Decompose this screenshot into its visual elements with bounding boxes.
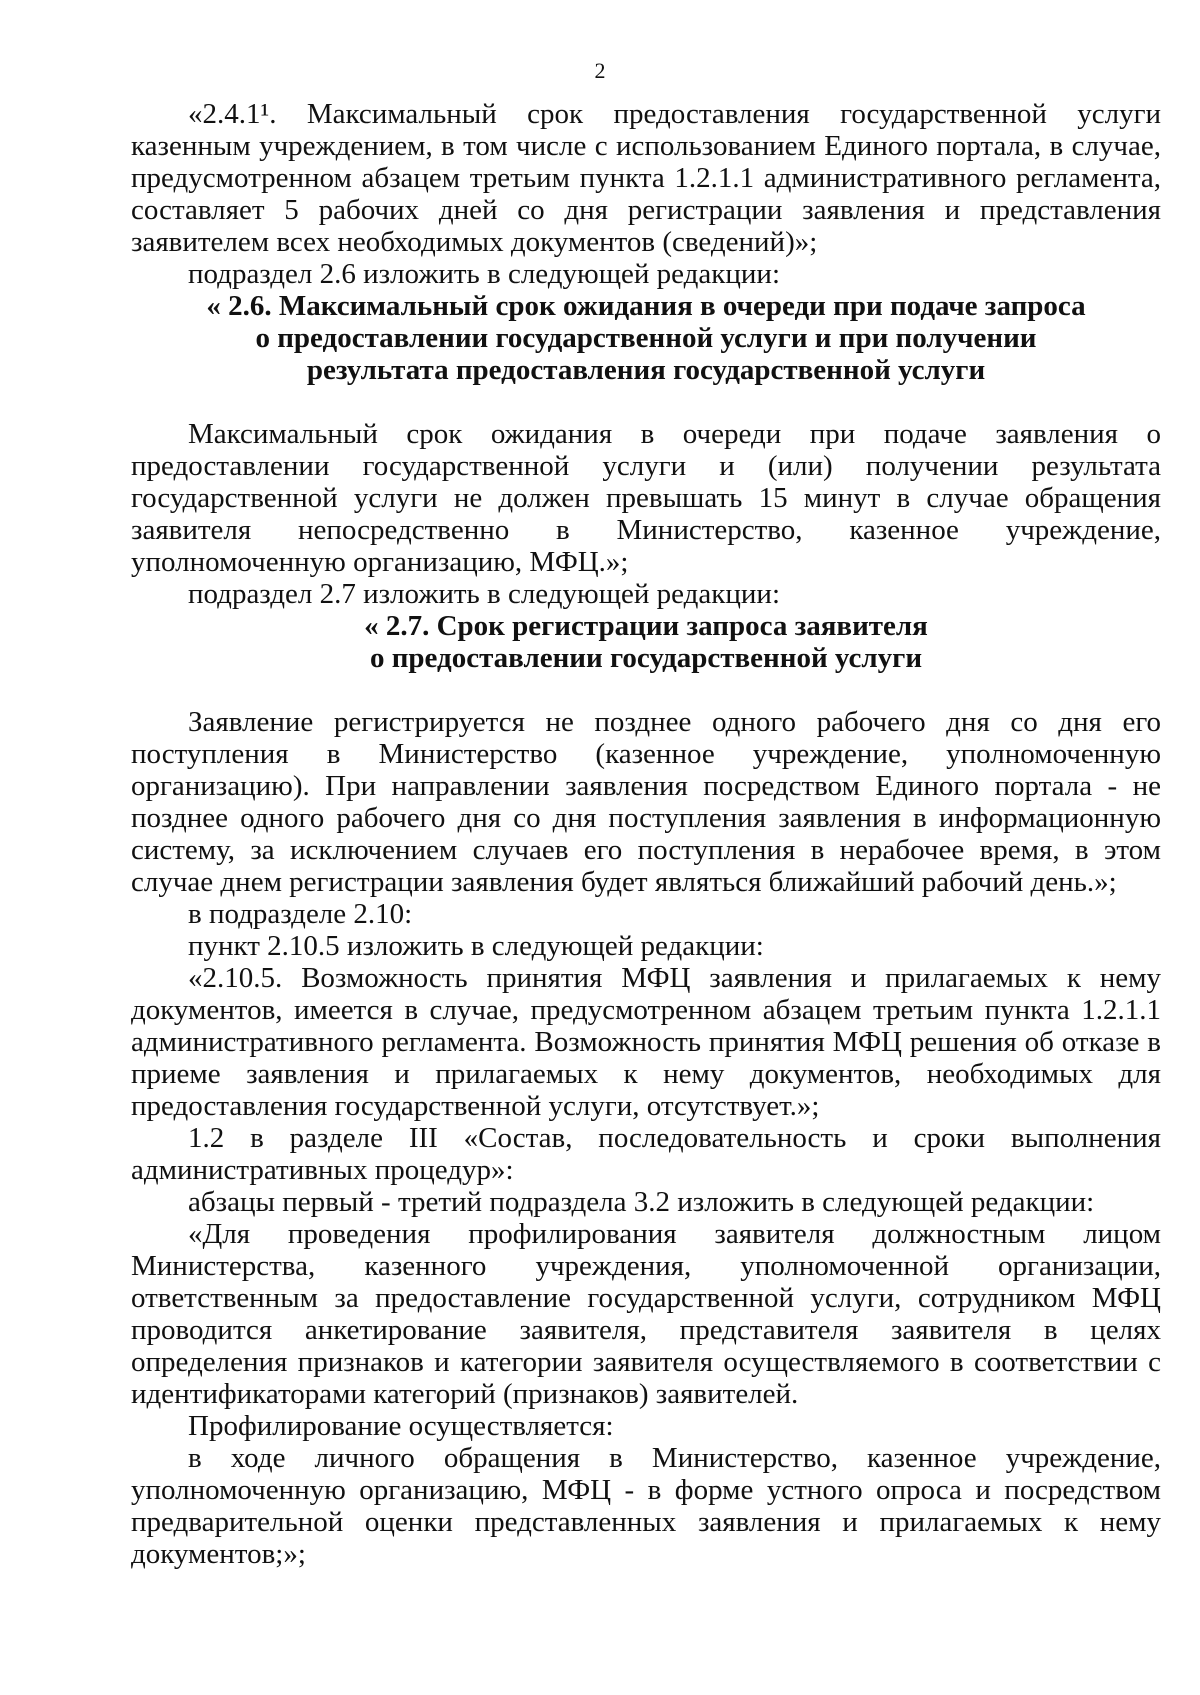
paragraph-subsection-2-7-intro: подраздел 2.7 изложить в следующей редакции: <box>188 578 781 610</box>
paragraph-2-4-1-1: «2.4.1¹. Максимальный срок предоставления государственной услуги казенным учреждением, в том числе с использованием Единого портала, в случае, предусмотренном абзацем третьим пункта 1.2.1.1 административного регламента, составляет 5 рабочих дней со дня регистрации заявления и представления заявителем всех необходимых документов (сведений)»; <box>131 98 1161 258</box>
heading-2-6-line-1: « 2.6. Максимальный срок ожидания в очереди при подаче запроса <box>206 290 1086 322</box>
paragraph-2-10-5: «2.10.5. Возможность принятия МФЦ заявления и прилагаемых к нему документов, имеется в случае, предусмотренном абзацем третьим пункта 1.2.1.1 административного регламента. Возможность принятия МФЦ решения об отказе в приеме заявления и прилагаемых к нему документов, необходимых для предоставления государственной услуги, отсутствует.»; <box>131 962 1161 1122</box>
paragraph-subsection-2-6-intro: подраздел 2.6 изложить в следующей редакции: <box>188 258 781 290</box>
paragraph-subsection-3-2-intro: абзацы первый - третий подраздела 3.2 изложить в следующей редакции: <box>188 1186 1095 1218</box>
paragraph-registration: Заявление регистрируется не позднее одного рабочего дня со дня его поступления в Министерство (казенное учреждение, уполномоченную организацию). При направлении заявления посредством Единого портала - не позднее одного рабочего дня со дня поступления заявления в информационную систему, за исключением случаев его поступления в нерабочее время, в этом случае днем регистрации заявления будет являться ближайший рабочий день.»; <box>131 706 1161 898</box>
heading-2-6 <box>131 290 1161 386</box>
page-number: 2 <box>594 58 606 83</box>
paragraph-1-2-section-3: 1.2 в разделе III «Состав, последовательность и сроки выполнения административных процедур»: <box>131 1122 1161 1186</box>
spacer <box>131 386 1161 418</box>
spacer <box>131 674 1161 706</box>
heading-2-6-line-2: о предоставлении государственной услуги и при получении <box>255 322 1037 354</box>
heading-2-7-line-2: о предоставлении государственной услуги <box>369 642 923 674</box>
heading-2-7 <box>131 610 1161 674</box>
paragraph-profiling: «Для проведения профилирования заявителя должностным лицом Министерства, казенного учреждения, уполномоченной организации, ответственным за предоставление государственной услуги, сотрудником МФЦ проводится анкетирование заявителя, представителя заявителя в целях определения признаков и категории заявителя осуществляемого в соответствии с идентификаторами категорий (признаков) заявителей. <box>131 1218 1161 1410</box>
paragraph-personal-visit: в ходе личного обращения в Министерство, казенное учреждение, уполномоченную организацию, МФЦ - в форме устного опроса и посредством предварительной оценки представленных заявления и прилагаемых к нему документов;»; <box>131 1442 1161 1570</box>
paragraph-profiling-performed: Профилирование осуществляется: <box>188 1410 614 1442</box>
paragraph-point-2-10-5-intro: пункт 2.10.5 изложить в следующей редакции: <box>188 930 764 962</box>
paragraph-subsection-2-10: в подразделе 2.10: <box>188 898 413 930</box>
paragraph-queue-wait-time: Максимальный срок ожидания в очереди при подаче заявления о предоставлении государственной услуги и (или) получении результата государственной услуги не должен превышать 15 минут в случае обращения заявителя непосредственно в Министерство, казенное учреждение, уполномоченную организацию, МФЦ.»; <box>131 418 1161 578</box>
heading-2-7-line-1: « 2.7. Срок регистрации запроса заявителя <box>364 610 928 642</box>
document-body <box>131 98 1161 1570</box>
heading-2-6-line-3: результата предоставления государственной услуги <box>306 354 986 386</box>
